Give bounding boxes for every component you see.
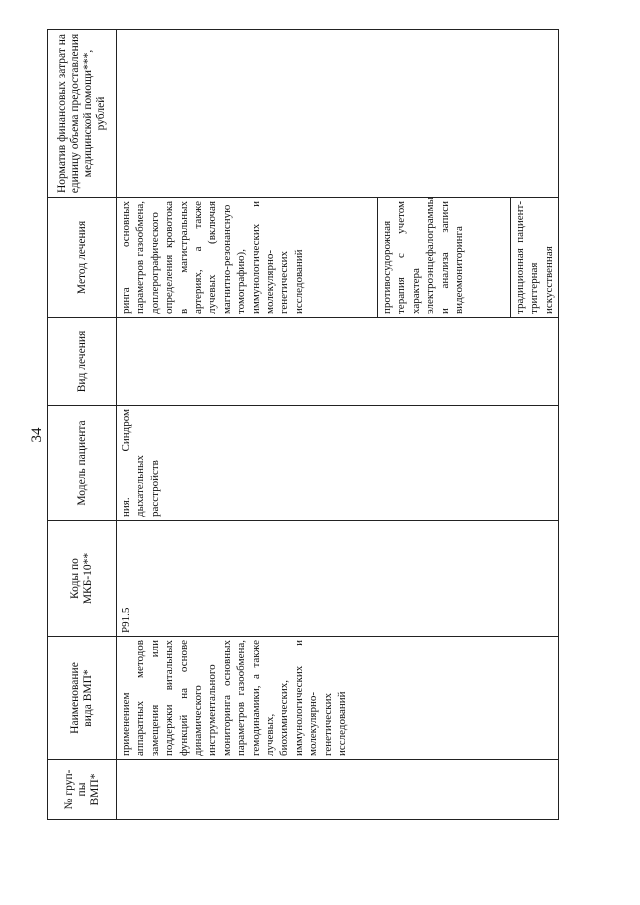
vmp-table bbox=[47, 29, 559, 820]
page-number: 34 bbox=[29, 427, 45, 443]
cell-method bbox=[117, 198, 559, 318]
method-item: традиционная пациент-триггерная искусственная bbox=[514, 201, 555, 314]
cell-patient-model: ния. Синдром дыхательных расстройств bbox=[117, 406, 559, 521]
table-row bbox=[117, 30, 559, 820]
rotated-table-container bbox=[47, 30, 554, 820]
cell-treatment-type bbox=[117, 318, 559, 406]
header-cost: Норматив финансовых затрат на единицу объема предоставления медицинской помощи***, рублей bbox=[48, 30, 117, 198]
header-treatment-type: Вид лечения bbox=[48, 318, 117, 406]
header-method: Метод лечения bbox=[48, 198, 117, 318]
cell-icd-code: P91.5 bbox=[117, 521, 559, 637]
method-item: ринга основных параметров газообмена, доплерографического определения кровотока в магистральных артериях, а также лучевых (включая магнитно-резонансную томографию), иммунологических и молекулярно-генетических исследований bbox=[117, 198, 378, 317]
table-header-row bbox=[48, 30, 117, 820]
method-item: противосудорожная терапия с учетом характера электроэнцефалограммы и анализа записи видеомониторинга bbox=[378, 198, 511, 317]
cell-cost bbox=[117, 30, 559, 198]
header-vmp-name: Наименование вида ВМП* bbox=[48, 637, 117, 760]
header-group-no: № груп- пы ВМП* bbox=[48, 760, 117, 820]
cell-vmp-name: применением аппаратных методов замещения или поддержки витальных функций на основе динамического инструментального мониторинга основных параметров газообмена, гемодинамики, а также лучевых, биохимических, иммунологических и молекулярно-генетических исследований bbox=[117, 637, 559, 760]
header-patient-model: Модель пациента bbox=[48, 406, 117, 521]
header-icd-code: Коды по МКБ-10** bbox=[48, 521, 117, 637]
cell-group-no bbox=[117, 760, 559, 820]
